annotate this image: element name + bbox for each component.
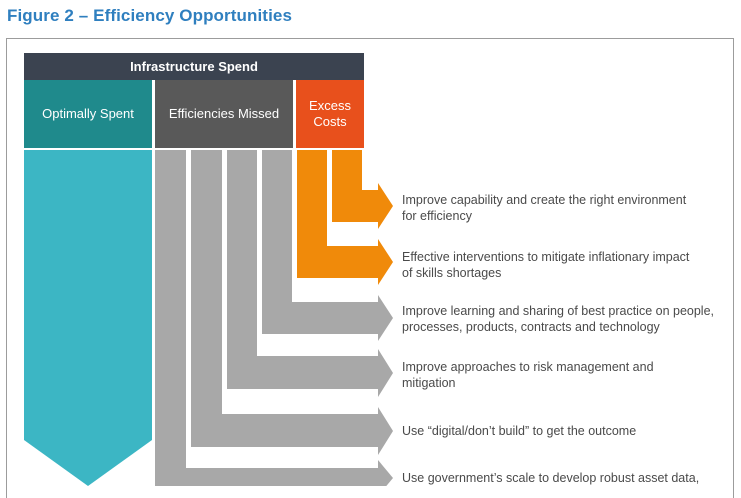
excess-costs-line1: Excess bbox=[309, 98, 351, 113]
excess-arrows bbox=[297, 150, 393, 285]
figure-title: Figure 2 – Efficiency Opportunities bbox=[7, 6, 292, 25]
infrastructure-spend-header: Infrastructure Spend bbox=[24, 53, 364, 80]
missed-arrow-3 bbox=[262, 150, 393, 341]
opportunity-6: Use government’s scale to develop robust asset data, bbox=[402, 471, 700, 485]
excess-costs-line2: Costs bbox=[313, 114, 347, 129]
optimally-spent-arrow bbox=[24, 150, 152, 486]
opportunity-3: Improve learning and sharing of best practice on people, processes, products, contracts and technology bbox=[402, 304, 714, 334]
excess-arrow-1 bbox=[332, 150, 393, 229]
opportunity-5: Use “digital/don’t build” to get the outcome bbox=[402, 424, 637, 438]
efficiencies-missed-header: Efficiencies Missed bbox=[155, 80, 293, 148]
opportunity-2: Effective interventions to mitigate inflationary impact of skills shortages bbox=[402, 250, 690, 280]
optimally-spent-header: Optimally Spent bbox=[24, 80, 152, 148]
opportunity-4: Improve approaches to risk management and mitigation bbox=[402, 360, 654, 390]
opportunity-1: Improve capability and create the right environment for efficiency bbox=[402, 193, 687, 223]
